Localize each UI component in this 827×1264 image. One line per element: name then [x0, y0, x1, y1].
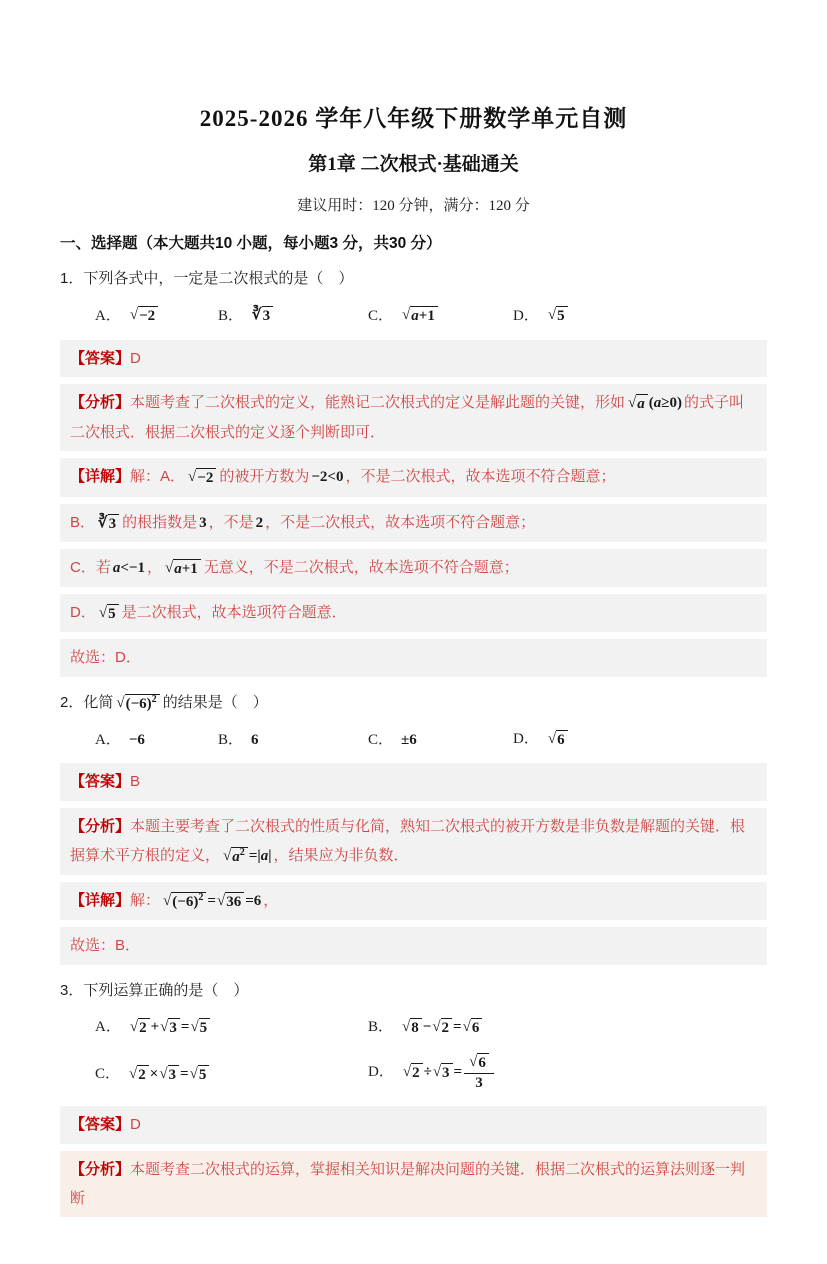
- questions-container: [60, 265, 767, 1217]
- doc-subtitle: 第1章 二次根式·基础通关: [308, 154, 519, 175]
- option-label: B．: [218, 307, 244, 324]
- math-formula: √ $(-6)^2$ = √ 36 =6: [163, 892, 262, 911]
- option-label: D．: [368, 1064, 394, 1081]
- option: [368, 304, 513, 326]
- math-formula: √ a+1: [164, 560, 202, 576]
- math-formula: ∛ 3: [97, 515, 120, 531]
- options-list: [60, 1015, 767, 1092]
- options-list: [60, 304, 767, 326]
- text-run: 化简: [83, 693, 114, 711]
- solution-block: [60, 594, 767, 632]
- option: [513, 304, 571, 326]
- option-label: A．: [95, 307, 121, 324]
- text-run: D．: [70, 604, 96, 622]
- bracket-label: 【分析】: [70, 817, 131, 835]
- text-run: ，不是二次根式，故本选项不符合题意；: [265, 513, 536, 531]
- bracket-label: 【分析】: [70, 393, 131, 411]
- doc-title: 2025-2026 学年八年级下册数学单元自测: [199, 106, 628, 131]
- detail-block: [60, 882, 767, 920]
- text-run: 下列运算正确的是（ ）: [83, 981, 249, 999]
- solution-block: [60, 504, 767, 542]
- math-formula: √ 2 ÷ √ 3 = √ 6 3: [402, 1064, 496, 1080]
- question: [60, 265, 767, 677]
- math-formula: ±6: [401, 731, 417, 748]
- math-formula: 6: [251, 731, 259, 748]
- bracket-label: 【答案】: [70, 773, 131, 791]
- solution-block: [60, 927, 767, 964]
- option: [368, 1053, 767, 1092]
- question-stem: [60, 265, 767, 294]
- text-run: ，: [263, 892, 279, 910]
- option-label: A．: [95, 1019, 121, 1036]
- option: [95, 304, 218, 326]
- text-run: 的结果是（ ）: [162, 693, 268, 711]
- text-run: D: [130, 1116, 141, 1134]
- math-formula: √ a (a≥0): [628, 394, 682, 412]
- text-run: 故选：B．: [70, 937, 141, 955]
- math-formula: ∛ 3: [251, 308, 274, 324]
- options-list: [60, 727, 767, 749]
- question: [60, 977, 767, 1217]
- analysis-block: [60, 384, 767, 452]
- text-run: B: [130, 773, 141, 791]
- text-run: 解：A．: [130, 468, 186, 486]
- question-number: 2．: [60, 693, 84, 711]
- text-run: 下列各式中，一定是二次根式的是（ ）: [83, 270, 354, 287]
- text-run: 本题考查二次根式的运算，掌握相关知识是解决问题的关键．根据二次根式的运算法则逐一判断: [70, 1160, 746, 1207]
- text-run: ，不是: [208, 513, 254, 531]
- math-formula: √ $(-6)^2$: [115, 695, 160, 711]
- math-formula: √ 6: [547, 731, 569, 747]
- math-formula: √ $a^2$ =|a|: [223, 846, 272, 865]
- question-number: 3．: [60, 981, 84, 999]
- option: [95, 728, 218, 749]
- option-label: B．: [218, 731, 244, 748]
- bracket-label: 【详解】: [70, 468, 131, 486]
- text-run: C．若: [70, 558, 111, 576]
- analysis-block: [60, 808, 767, 876]
- math-formula: √ 5: [547, 308, 569, 324]
- option: [218, 304, 368, 326]
- text-run: 本题考查了二次根式的定义，能熟记二次根式的定义是解此题的关键，形如: [130, 393, 626, 411]
- text-run: 本题主要考查了二次根式的性质与化简，熟知二次根式的被开方数是非负数是解题的关键．根据算术平方根的定义，: [70, 817, 746, 864]
- math-formula: √ −2: [129, 308, 159, 324]
- text-run: 解：: [130, 892, 161, 910]
- solution-block: [60, 639, 767, 676]
- text-run: 的式子叫二次根式．根据二次根式的定义逐个判断即可．: [70, 393, 745, 442]
- option-label: C．: [368, 307, 394, 324]
- detail-block: [60, 458, 767, 496]
- math-formula: √ 2 × √ 3 = √ 5: [128, 1066, 210, 1082]
- math-formula: √ −2: [187, 469, 217, 485]
- math-formula: √ 5: [98, 605, 120, 621]
- math-formula: √ a+1: [401, 308, 439, 324]
- option-label: C．: [95, 1065, 121, 1082]
- answer-block: [60, 763, 767, 800]
- option: [95, 1015, 368, 1037]
- section-heading: 一、选择题（本大题共10 小题，每小题3 分，共30 分）: [60, 235, 442, 252]
- text-run: 故选：D．: [70, 649, 141, 667]
- math-formula: 3: [199, 514, 207, 531]
- solution-block: [60, 549, 767, 587]
- option: [218, 728, 368, 749]
- option-label: D．: [513, 307, 539, 324]
- text-run: 的被开方数为: [219, 468, 310, 486]
- text-run: D: [130, 349, 141, 367]
- question-number: 1．: [60, 270, 84, 287]
- text-run: 的根指数是: [122, 513, 198, 531]
- math-formula: 2: [255, 514, 264, 531]
- text-run: ，: [146, 558, 162, 576]
- option: [368, 1015, 767, 1037]
- math-formula: a<−1: [112, 559, 145, 576]
- math-formula: √ 2 + √ 3 = √ 5: [129, 1019, 211, 1035]
- option-label: C．: [368, 731, 394, 748]
- option: [95, 1062, 368, 1084]
- answer-block: [60, 1106, 767, 1143]
- question-stem: [60, 689, 767, 718]
- option-label: B．: [368, 1019, 394, 1036]
- text-run: 无意义，不是二次根式，故本选项不符合题意；: [203, 558, 519, 576]
- bracket-label: 【详解】: [70, 892, 131, 910]
- text-run: 是二次根式，故本选项符合题意．: [121, 604, 347, 622]
- option-label: D．: [513, 731, 539, 748]
- doc-meta: 建议用时：120 分钟，满分：120 分: [297, 198, 530, 214]
- option-label: A．: [95, 731, 121, 748]
- math-formula: −2<0: [311, 469, 344, 486]
- question: [60, 689, 767, 965]
- text-run: ，结果应为非负数．: [273, 846, 409, 864]
- option: [513, 727, 571, 749]
- math-formula: √ 8 − √ 2 = √ 6: [401, 1019, 483, 1035]
- answer-block: [60, 340, 767, 377]
- question-stem: [60, 977, 767, 1006]
- bracket-label: 【答案】: [70, 349, 131, 367]
- math-formula: −6: [128, 731, 145, 748]
- analysis-block: [60, 1151, 767, 1218]
- bracket-label: 【答案】: [70, 1116, 131, 1134]
- text-run: B．: [70, 513, 96, 531]
- text-run: ，不是二次根式，故本选项不符合题意；: [345, 468, 616, 486]
- option: [368, 728, 513, 749]
- bracket-label: 【分析】: [70, 1160, 131, 1178]
